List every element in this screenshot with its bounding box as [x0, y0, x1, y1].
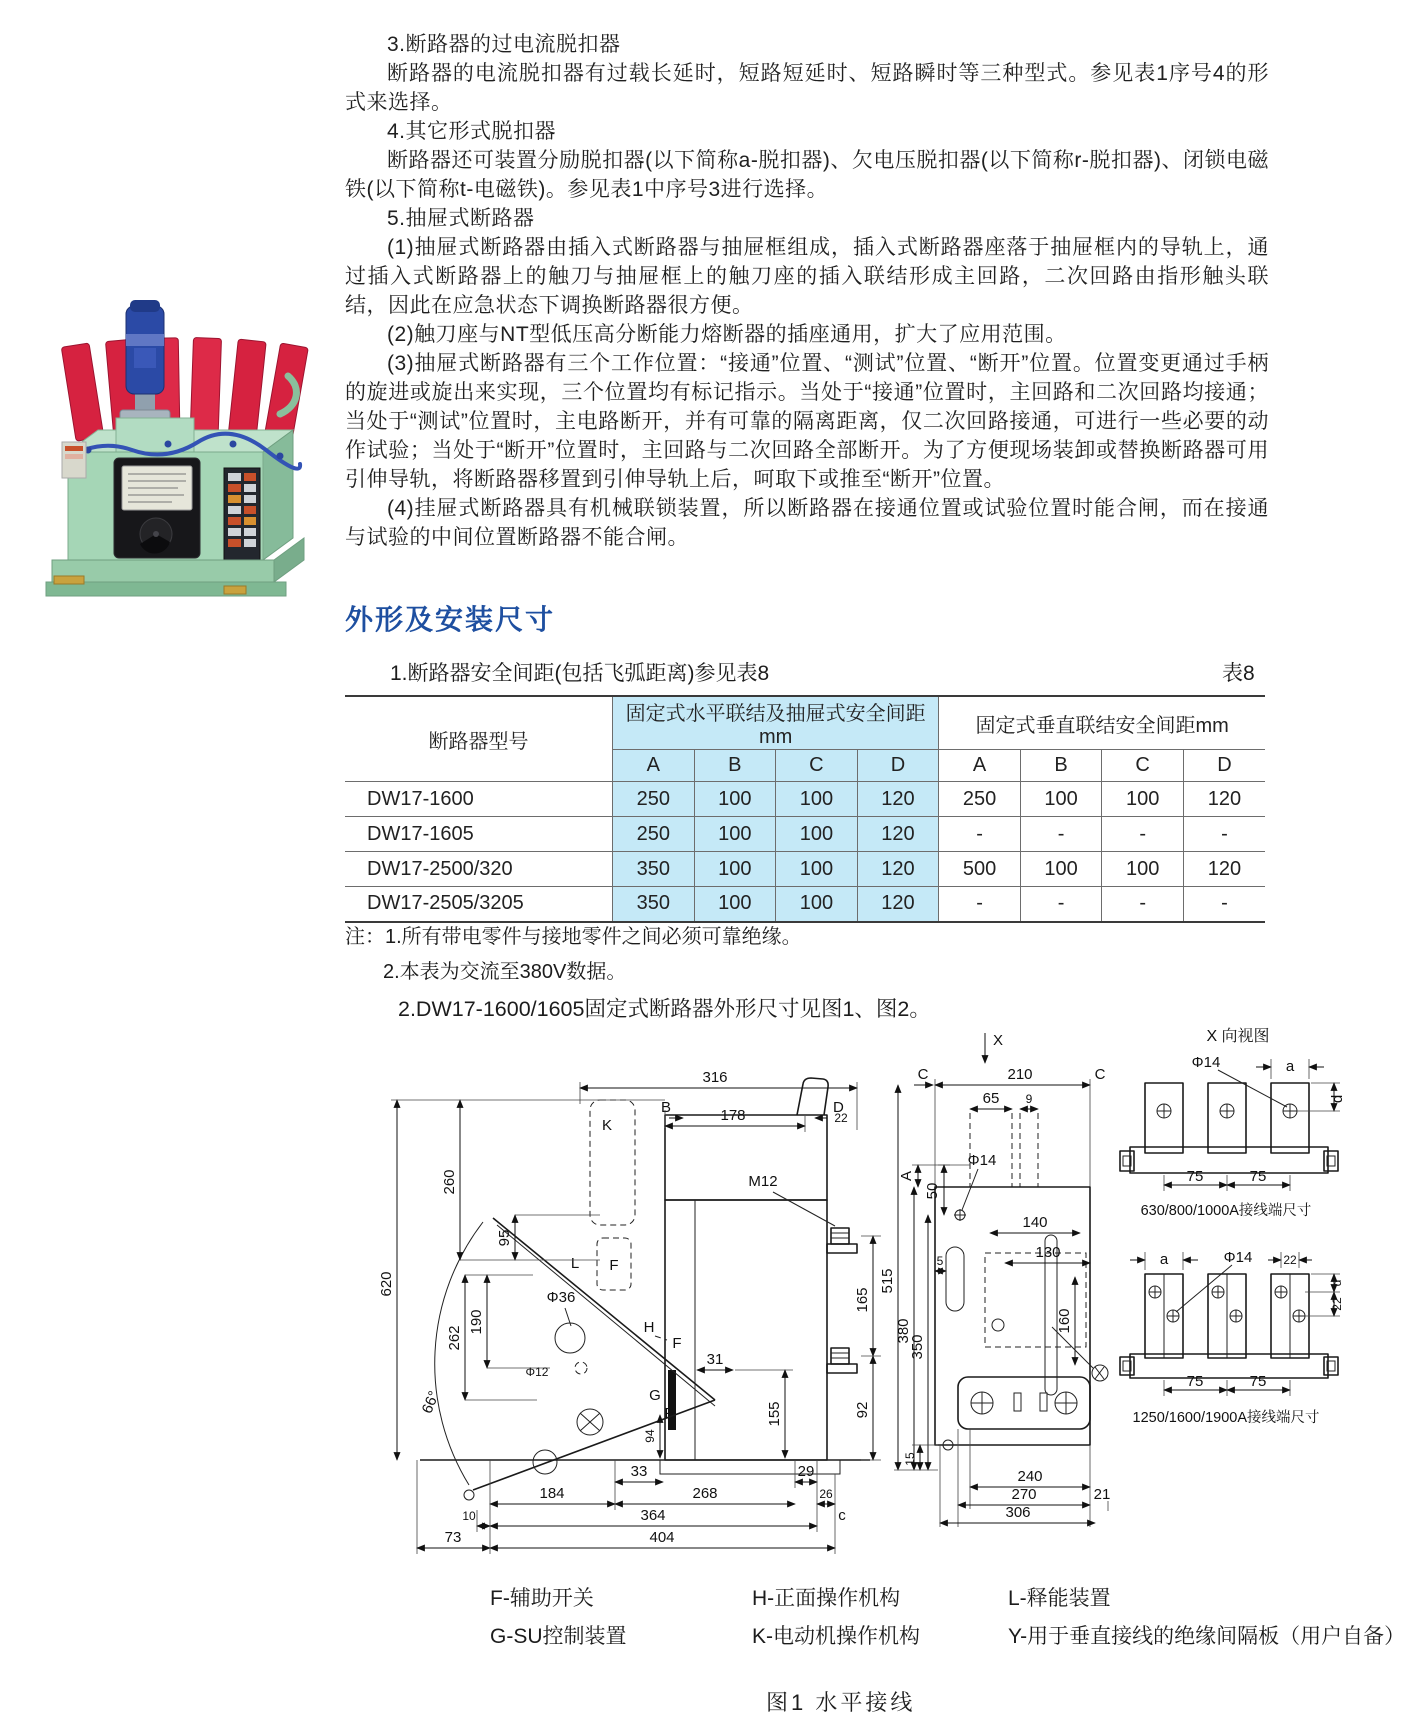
legend-item: F-辅助开关 — [490, 1587, 594, 1610]
table-row — [345, 887, 1265, 922]
figure-caption: 630/800/1000A接线端尺寸 — [1140, 1203, 1312, 1219]
col-group-horizontal: 固定式水平联结及抽屉式安全间距mm — [613, 696, 939, 750]
dim-label: Φ14 — [1191, 1054, 1221, 1071]
dim-label: 21 — [1093, 1486, 1111, 1503]
dim-label: 94 — [643, 1429, 657, 1443]
figure-intro: 2.DW17-1600/1605固定式断路器外形尺寸见图1、图2。 — [398, 997, 931, 1021]
subcol-header: B — [694, 750, 776, 782]
dim-label: a — [1285, 1058, 1295, 1075]
value-cell: - — [1102, 817, 1184, 852]
model-cell: DW17-1600 — [345, 782, 613, 817]
figure-title: X 向视图 — [1206, 1028, 1270, 1045]
dim-label: d — [1330, 1279, 1344, 1287]
dim-label: Φ36 — [546, 1289, 576, 1306]
dim-label: 92 — [854, 1401, 871, 1419]
value-cell: 100 — [1020, 782, 1102, 817]
dim-label: Φ12 — [525, 1365, 549, 1379]
model-cell: DW17-1605 — [345, 817, 613, 852]
paragraph: 断路器的电流脱扣器有过载长延时，短路短延时、短路瞬时等三种型式。参见表1序号4的形式来选择。 — [345, 62, 1269, 114]
dim-label: 620 — [378, 1271, 395, 1297]
terminal-strip — [224, 468, 260, 560]
model-cell: DW17-2505/3205 — [345, 887, 613, 922]
value-cell: 100 — [1020, 852, 1102, 887]
left-aux-device — [62, 442, 86, 478]
dim-label: 130 — [1035, 1244, 1061, 1261]
terminal-view-1250a — [1120, 1249, 1344, 1426]
paragraph: (1)抽屉式断路器由插入式断路器与抽屉框组成，插入式断路器座落于抽屉框内的导轨上，通过插入式断路器上的触刀与抽屉框上的触刀座的插入联结形成主回路，二次回路由指形触头联结，因此在应急状态下调换断路器很方便。 — [345, 236, 1269, 317]
dim-label: C — [1094, 1066, 1106, 1083]
dim-label: 75 — [1186, 1168, 1204, 1185]
figure-caption: 1250/1600/1900A接线端尺寸 — [1132, 1410, 1320, 1426]
dim-label: 178 — [720, 1107, 746, 1124]
dim-label: 29 — [797, 1463, 815, 1480]
figure-side-view — [378, 1069, 881, 1554]
value-cell: 350 — [613, 887, 695, 922]
value-cell: - — [939, 817, 1021, 852]
dim-label: 140 — [1022, 1214, 1048, 1231]
dim-label: 160 — [1056, 1308, 1073, 1334]
value-cell: - — [1020, 817, 1102, 852]
value-cell: - — [939, 887, 1021, 922]
dim-label: 22 — [1330, 1297, 1344, 1311]
dim-label: 75 — [1249, 1168, 1267, 1185]
value-cell: 100 — [776, 782, 858, 817]
value-cell: - — [1020, 887, 1102, 922]
dim-label: 73 — [444, 1529, 462, 1546]
value-cell: 100 — [694, 852, 776, 887]
dim-label: 350 — [909, 1334, 926, 1360]
dim-label: c — [838, 1507, 846, 1524]
part-label: F — [672, 1335, 682, 1352]
part-label: F — [664, 1405, 674, 1422]
subcol-header: A — [939, 750, 1021, 782]
value-cell: 120 — [1183, 782, 1265, 817]
dim-label: 22 — [834, 1111, 848, 1125]
paragraph-heading: 3.断路器的过电流脱扣器 — [387, 33, 621, 56]
figure-legend — [490, 1582, 1405, 1658]
dim-label: d — [1329, 1094, 1346, 1104]
dim-label: 380 — [895, 1318, 912, 1344]
dim-label: 9 — [1025, 1092, 1033, 1106]
value-cell: 120 — [857, 782, 939, 817]
dim-label: A — [898, 1170, 915, 1182]
value-cell: 120 — [857, 817, 939, 852]
body-text — [345, 30, 1269, 552]
dim-label: 10 — [462, 1509, 476, 1523]
part-label: L — [570, 1255, 580, 1272]
part-label: F — [609, 1257, 619, 1274]
dim-label: 26 — [819, 1487, 833, 1501]
dim-label: 15 — [903, 1452, 917, 1466]
dim-label: D — [833, 1099, 844, 1116]
part-label: G — [649, 1387, 661, 1404]
value-cell: 250 — [613, 782, 695, 817]
part-label: H — [643, 1319, 655, 1336]
paragraph: (3)抽屉式断路器有三个工作位置：“接通”位置、“测试”位置、“断开”位置。位置变更通过手柄的旋进或旋出来实现，三个位置均有标记指示。当处于“接通”位置时，主回路和二次回路均接通；当处于“测试”位置时，主电路断开，并有可靠的隔离距离，仅二次回路接通，可进行一些必要的动作试验；当处于“断开”位置时，主回路与二次回路全部断开。为了方便现场装卸或替换断路器可用引伸导轨，将断路器移置到引伸导轨上后，呵取下或推至“断开”位置。 — [345, 352, 1269, 491]
dim-label: M12 — [748, 1173, 778, 1190]
value-cell: 100 — [1102, 782, 1184, 817]
subcol-header: A — [613, 750, 695, 782]
value-cell: 350 — [613, 852, 695, 887]
table-note: 注：1.所有带电零件与接地零件之间必须可靠绝缘。 — [345, 926, 802, 948]
subcol-header: C — [776, 750, 858, 782]
figure-terminal-views — [1120, 1027, 1346, 1426]
value-cell: 120 — [1183, 852, 1265, 887]
subcol-header: B — [1020, 750, 1102, 782]
dim-label: 190 — [468, 1309, 485, 1335]
value-cell: 100 — [694, 782, 776, 817]
dim-label: 75 — [1186, 1373, 1204, 1390]
dim-label: 65 — [982, 1090, 1000, 1107]
dim-label: 31 — [706, 1351, 724, 1368]
figure-main-caption: 图1 水平接线 — [766, 1690, 916, 1715]
value-cell: 250 — [939, 782, 1021, 817]
subcol-header: D — [857, 750, 939, 782]
value-cell: 500 — [939, 852, 1021, 887]
table-row — [345, 817, 1265, 852]
dim-label: 270 — [1011, 1486, 1037, 1503]
dim-label: 155 — [766, 1401, 783, 1427]
dim-label: 268 — [692, 1485, 718, 1502]
table-row — [345, 782, 1265, 817]
dim-label: 33 — [630, 1463, 648, 1480]
subcol-header: D — [1183, 750, 1265, 782]
dim-label: 5 — [936, 1254, 944, 1268]
dim-label: 364 — [640, 1507, 666, 1524]
dim-label: 210 — [1007, 1066, 1033, 1083]
front-panel — [114, 458, 200, 558]
safety-distance-table — [345, 695, 1265, 923]
dimension-drawing — [350, 1025, 1346, 1585]
paragraph: 断路器还可装置分励脱扣器(以下简称a-脱扣器)、欠电压脱扣器(以下简称r-脱扣器)、闭锁电磁铁(以下简称t-电磁铁)。参见表1中序号3进行选择。 — [345, 149, 1269, 201]
dim-label: 306 — [1005, 1504, 1031, 1521]
legend-item: H-正面操作机构 — [752, 1587, 901, 1610]
dim-label: C — [917, 1066, 929, 1083]
col-header-model: 断路器型号 — [345, 696, 613, 782]
value-cell: 100 — [1102, 852, 1184, 887]
dim-label: 262 — [446, 1325, 463, 1351]
model-cell: DW17-2500/320 — [345, 852, 613, 887]
value-cell: 120 — [857, 852, 939, 887]
dim-label: 240 — [1017, 1468, 1043, 1485]
value-cell: 100 — [776, 817, 858, 852]
table-note: 2.本表为交流至380V数据。 — [383, 961, 627, 983]
value-cell: - — [1183, 887, 1265, 922]
dim-label: 515 — [879, 1268, 896, 1294]
part-label: K — [601, 1117, 613, 1134]
value-cell: 100 — [694, 817, 776, 852]
value-cell: 120 — [857, 887, 939, 922]
subcol-header: C — [1102, 750, 1184, 782]
value-cell: - — [1102, 887, 1184, 922]
paragraph-heading: 5.抽屉式断路器 — [387, 207, 535, 230]
value-cell: 250 — [613, 817, 695, 852]
legend-item: L-释能装置 — [1008, 1587, 1111, 1610]
paragraph-heading: 4.其它形式脱扣器 — [387, 120, 557, 143]
table-row — [345, 852, 1265, 887]
dim-label: a — [1159, 1251, 1169, 1268]
value-cell: 100 — [776, 887, 858, 922]
figure-mounting-view — [879, 1032, 1110, 1527]
table-intro: 1.断路器安全间距(包括飞弧距离)参见表8 — [390, 662, 770, 685]
legend-item: Y-用于垂直接线的绝缘间隔板（用户自备） — [1008, 1625, 1405, 1648]
paragraph: (2)触刀座与NT型低压高分断能力熔断器的插座通用，扩大了应用范围。 — [387, 323, 1067, 346]
paragraph: (4)挂屉式断路器具有机械联锁装置，所以断路器在接通位置或试验位置时能合闸，而在接通与试验的中间位置断路器不能合闸。 — [345, 497, 1269, 549]
section-title: 外形及安装尺寸 — [345, 604, 556, 635]
col-group-vertical: 固定式垂直联结安全间距mm — [939, 696, 1265, 750]
dim-label: Φ14 — [967, 1152, 997, 1169]
table-number-tag: 表8 — [1222, 662, 1255, 685]
terminal-view-630a — [1120, 1054, 1346, 1219]
dim-label: Φ14 — [1223, 1249, 1253, 1266]
dim-label: X — [993, 1032, 1004, 1049]
dim-label: 95 — [496, 1229, 513, 1247]
dim-label: 316 — [702, 1069, 728, 1086]
dim-label: 75 — [1249, 1373, 1267, 1390]
product-photo — [28, 292, 336, 610]
dim-label: 260 — [441, 1169, 458, 1195]
dim-label: 184 — [539, 1485, 565, 1502]
dim-label: 22 — [1283, 1253, 1297, 1267]
dim-label: 50 — [924, 1182, 941, 1200]
value-cell: - — [1183, 817, 1265, 852]
legend-item: K-电动机操作机构 — [752, 1625, 920, 1648]
value-cell: 100 — [694, 887, 776, 922]
value-cell: 100 — [776, 852, 858, 887]
legend-item: G-SU控制装置 — [490, 1625, 627, 1648]
dim-label: B — [661, 1099, 672, 1116]
dim-label: 165 — [854, 1287, 871, 1313]
dim-label: 66° — [418, 1388, 443, 1417]
dim-label: 404 — [649, 1529, 675, 1546]
